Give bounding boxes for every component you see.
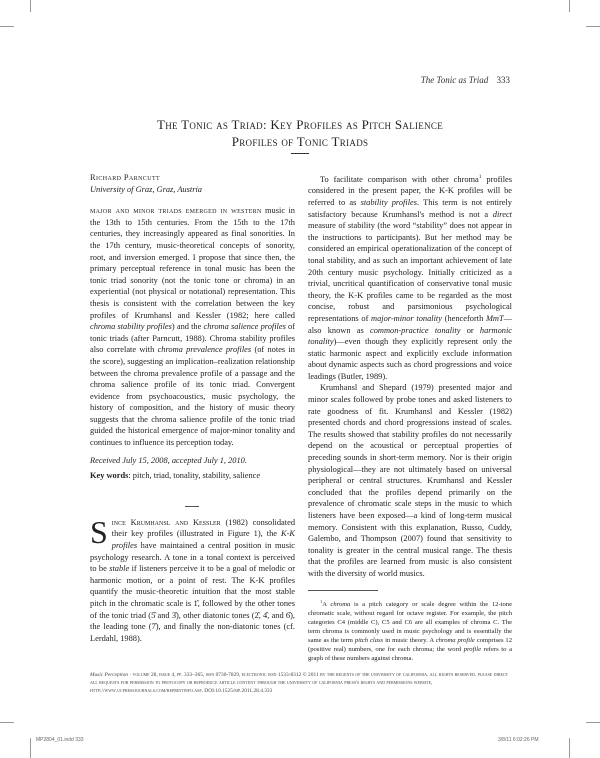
keywords-text: : pitch, triad, tonality, stability, salience [128,471,261,481]
title-rule [291,153,309,154]
footnote-text: comprises 12 (positive real) numbers, one for each chroma; the word [308,636,513,653]
body-text: measure of stability (the word “stability” does not appear in the instructions to participants). But her method may be considered an empirical operationalization of the concept of tonal stability, and as such an important achievement of late 20th century music psychology. Initially criticized as a trivial, uncritical quantification of conservative tonal music theory, the K-K profiles came to be regarded as the most concise, robust and parsimonious psychological representations of [308,221,512,323]
footnote-text: refers to a graph of these numbers against chroma. [308,645,512,662]
journal-footer: Music Perception · volume 28, issue 4, pp. 333–365, issn 0730-7829, electronic issn 1533-8312 © 2011 by the regents of the university of california. all rights reserved. please direct all requests for permission to photocopy or reproduce article content through the university of california press's rights and permissions website, http://www.ucpressjournals.com/reprintinfo.asp. DOI:10.1525/mp.2011.28.4.333 [90,672,509,694]
abstract-term: chroma prevalence profiles [157,345,252,355]
abstract-text: ) and the [171,322,202,332]
drop-cap: S [90,513,108,550]
crop-mark [30,738,31,758]
crop-mark [586,722,600,723]
intro-term: stable [109,564,130,574]
intro-paragraph [90,513,296,645]
abstract-term: chroma stability profiles [90,322,172,332]
body-term: harmonic tonality [308,325,513,347]
abstract-text: (of notes in the score), suggesting an implication–realization relationship between the chroma prevalence profile of a passage and the chroma salience profile of its tonic triad. Convergent evidence from psychoacoustics, music psychology, the history of composition, and the history of music theory suggests that the chroma salience profile of the tonic triad guided the historical emergence of major-minor tonality and continues to influence its perception today. [90,345,295,448]
crop-mark [586,26,600,27]
footnote-text: A [322,600,327,608]
crop-mark [0,26,14,27]
crop-mark [569,0,570,12]
footnote-text: is a pitch category or scale degree within the 12-tone chromatic scale, without regard for octave register. For example, the pitch categories C4 (middle C), C5 and C6 are all examples of chroma C. The term chroma is commonly used in music psychology and is essentially the same as the term [308,600,513,644]
author-name: Richard Parncutt [90,173,161,182]
keywords [90,470,295,482]
journal-name: Music Perception [90,672,128,678]
footnote-term: pitch class [354,636,384,644]
right-column [308,172,512,663]
body-text: —also known as [308,313,513,335]
body-paragraph [308,172,512,382]
abstract-text: music in the 13th to 15th centuries. From the 15th to the 17th centuries, they increasingly appeared as final sonorities. In the 17th century, music-theoretical concepts of sonority, root, and inversion emerged. I propose that since then, the primary perceptual reference in tonal music has been the tonic triad sonority (not the tonic tone or chroma) in an experiential (not physical or notational) representation. This thesis is consistent with the correlation between the key profiles of Krumhansl and Kessler (1982; here called [90,206,295,320]
left-column [90,172,295,644]
print-slug-date: 3/8/11 6:02:26 PM [498,737,539,743]
abstract-text: of tonic triads (after Parncutt, 1988). Chroma stability profiles also correlate with [90,322,296,355]
section-separator [185,506,199,507]
footnote-term: profile [463,645,482,653]
intro-text: consolidated their key profiles (illustrated in Figure 1), the [111,517,296,539]
crop-mark [569,738,570,758]
title-line-1: The Tonic as Triad: Key Profiles as Pitch Salience [156,117,444,132]
intro-lead: ince Krumhansl and Kessler (1982) [111,517,248,527]
body-term: MmT [485,313,504,323]
abstract-lead: major and minor triads emerged in western [90,206,262,216]
body-text: or [466,325,474,335]
journal-info: volume 28, issue 4, pp. 333–365, issn 0730-7829, electronic issn 1533-8312 © 2011 by the regents of the university of california. all rights reserved. please direct all requests for permission to photocopy or reproduce article content through the university of california press's rights and permissions website, http://www.ucpressjournals.com/reprintinfo.asp. DOI:10.1525/mp.2011.28.4.333 [90,672,509,694]
body-term: stability profiles [360,197,418,207]
footnote [308,597,512,663]
crop-mark [30,0,31,12]
abstract [90,205,295,448]
body-text: profiles considered in the present paper, the K-K profiles will be referred to as [308,174,513,207]
received-date: Received July 15, 2008, accepted July 1, 2010. [90,455,247,465]
article-title [90,116,510,150]
keywords-label: Key words [90,471,129,481]
body-term: common-practice tonality [370,325,461,335]
intro-text: if listeners perceive it to be a goal of melodic or harmonic motion, or a point of rest. The K-K profiles quantify the music-theoretic intuition that the most stable pitch in the chromatic scale is 1̂, followed by the other tones of the tonic triad (5̂ and 3̂), other diatonic tones (2̂, 4̂, and 6̂), the leading tone (7̂), and finally the non-diatonic tones (cf. Lerdahl, 1988). [90,564,296,643]
author-affiliation: University of Graz, Graz, Austria [90,184,202,194]
body-term: direct [492,209,513,219]
body-paragraph: Krumhansl and Shepard (1979) presented major and minor scales followed by probe tones and asked listeners to rate goodness of fit. Krumhansl and Kessler (1982) presented chords and chord progressions instead of scales. The results showed that stability profiles do not necessarily depend on the acoustical or perceptual properties of preceding sounds in short-term memory. Nor is their origin physiological—they are not ultimately based on universal peripheral or central structures. Krumhansl and Kessler concluded that the profiles depend primarily on the prevalence of chromatic scale steps in the music to which listeners have been exposed—a kind of long-term musical memory. Consistent with this explanation, Russo, Cuddy, Galembo, and Thompson (2007) found that sensitivity to tonality is greater in the central musical range. The thesis that the profiles are learned from music is also consistent with the diversity of world musics. [308,383,512,578]
abstract-term: chroma salience profiles [203,322,286,332]
crop-mark [0,722,14,723]
body-text: To facilitate comparison with other chroma [320,174,479,184]
print-slug-file: MP2804_01.indd 333 [36,737,84,743]
intro-text: have maintained a central position in music psychology research. A tone in a tonal context is perceived to be [90,541,296,574]
body-text: )—even though they explicitly represent only the static harmonic aspect and explicitly exclude information about dynamic aspects such as chord progressions and voice leadings (Butler, 1989). [308,337,512,381]
running-head [421,75,510,85]
footnote-number: 1 [320,598,323,604]
page-number: 333 [496,75,510,85]
footnote-ref[interactable]: 1 [478,174,482,180]
footnote-term: chroma profile [435,636,475,644]
title-line-2: Profiles of Tonic Triads [231,134,369,149]
footnote-term: chroma [330,600,351,608]
footnote-text: in music theory. A [385,636,434,644]
intro-term: K-K profiles [111,529,295,551]
footnote-rule [308,590,378,591]
body-term: major-minor tonality [371,313,442,323]
body-text: (henceforth [444,313,484,323]
body-text: . This term is not entirely satisfactory because Krumhansl's method is not a [308,197,512,219]
running-head-title: The Tonic as Triad [420,75,489,85]
